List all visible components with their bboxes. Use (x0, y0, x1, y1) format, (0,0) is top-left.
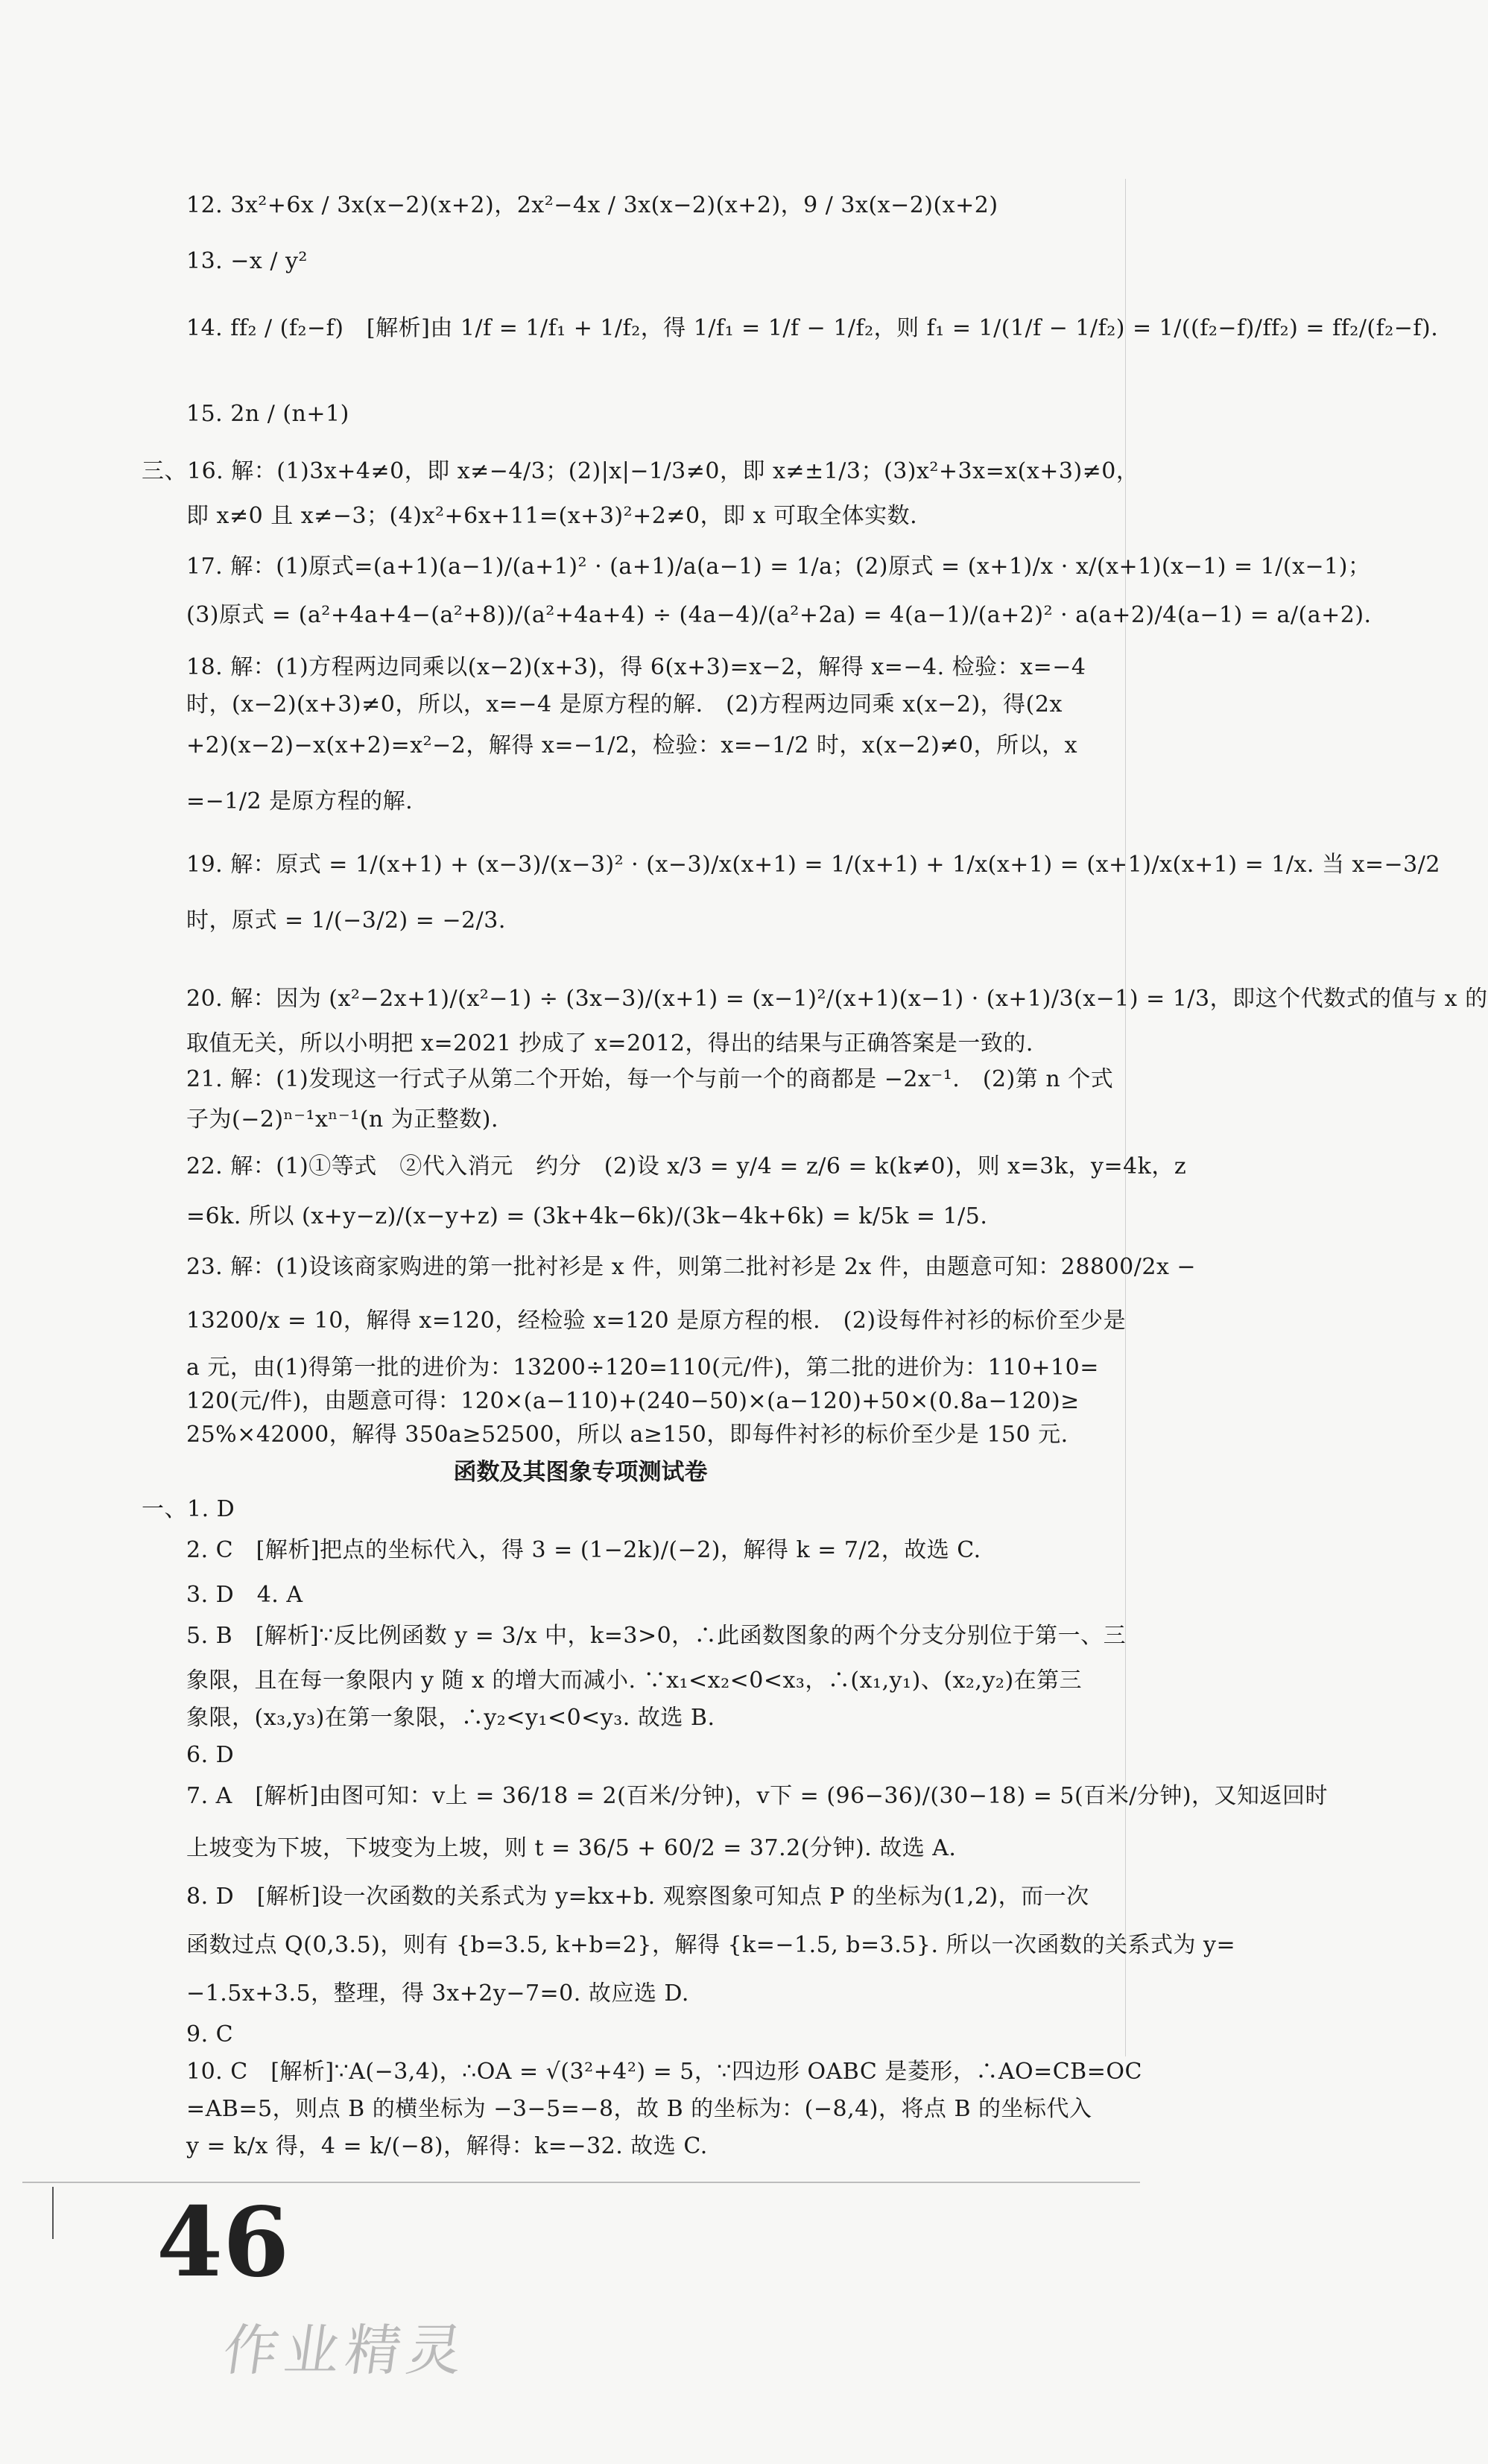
answer-21-line2: 子为(−2)ⁿ⁻¹xⁿ⁻¹(n 为正整数). (186, 1106, 499, 1133)
answer-23-line1: 23. 解：(1)设该商家购进的第一批衬衫是 x 件，则第二批衬衫是 2x 件，由题意可知：28800/2x − (186, 1254, 1197, 1280)
mc-answer-7-line2: 上坡变为下坡，下坡变为上坡，则 t = 36/5 + 60/2 = 37.2(分钟). 故选 A. (186, 1835, 957, 1861)
answer-21-line1: 21. 解：(1)发现这一行式子从第二个开始，每一个与前一个的商都是 −2x⁻¹. (2)第 n 个式 (186, 1066, 1114, 1092)
answer-12: 12. 3x²+6x / 3x(x−2)(x+2)，2x²−4x / 3x(x−2)(x+2)，9 / 3x(x−2)(x+2) (186, 192, 998, 218)
page-number: 46 (156, 2187, 290, 2299)
mc-answer-3-4: 3. D 4. A (186, 1582, 303, 1608)
mc-answer-8-line2: 函数过点 Q(0,3.5)，则有 {b=3.5, k+b=2}，解得 {k=−1.5, b=3.5}. 所以一次函数的关系式为 y= (186, 1932, 1236, 1958)
mc-answer-8-line1: 8. D [解析]设一次函数的关系式为 y=kx+b. 观察图象可知点 P 的坐标为(1,2)，而一次 (186, 1884, 1089, 1910)
answer-19-line2: 时，原式 = 1/(−3/2) = −2/3. (186, 908, 506, 934)
answer-16-line1: 三、16. 解：(1)3x+4≠0，即 x≠−4/3；(2)|x|−1/3≠0，即 x≠±1/3；(3)x²+3x=x(x+3)≠0， (142, 458, 1139, 484)
section-heading: 函数及其图象专项测试卷 (453, 1459, 708, 1486)
answer-14: 14. ff₂ / (f₂−f) [解析]由 1/f = 1/f₁ + 1/f₂，得 1/f₁ = 1/f − 1/f₂，则 f₁ = 1/(1/f − 1/f₂) = 1/((f₂−f)/ff₂) = ff₂/(f₂−f). (186, 315, 1439, 341)
mc-answer-10-line2: =AB=5，则点 B 的横坐标为 −3−5=−8，故 B 的坐标为：(−8,4)，将点 B 的坐标代入 (186, 2096, 1092, 2122)
answer-23-line2: 13200/x = 10，解得 x=120，经检验 x=120 是原方程的根. (2)设每件衬衫的标价至少是 (186, 1308, 1127, 1334)
answer-15: 15. 2n / (n+1) (186, 401, 349, 427)
mc-answer-5-line3: 象限，(x₃,y₃)在第一象限，∴y₂<y₁<0<y₃. 故选 B. (186, 1705, 715, 1731)
answer-13: 13. −x / y² (186, 248, 308, 274)
answer-23-line3: a 元，由(1)得第一批的进价为：13200÷120=110(元/件)，第二批的进价为：110+10= (186, 1355, 1099, 1381)
answer-18-line4: =−1/2 是原方程的解. (186, 788, 414, 814)
answer-23-line5: 25%×42000，解得 350a≥52500，所以 a≥150，即每件衬衫的标价至少是 150 元. (186, 1422, 1068, 1448)
answer-22-line2: =6k. 所以 (x+y−z)/(x−y+z) = (3k+4k−6k)/(3k−4k+6k) = k/5k = 1/5. (186, 1203, 988, 1229)
mc-answer-5-line2: 象限，且在每一象限内 y 随 x 的增大而减小. ∵x₁<x₂<0<x₃，∴(x₁,y₁)、(x₂,y₂)在第三 (186, 1668, 1083, 1694)
answer-17-line1: 17. 解：(1)原式=(a+1)(a−1)/(a+1)² · (a+1)/a(a−1) = 1/a；(2)原式 = (x+1)/x · x/(x+1)(x−1) = 1/(x−1)； (186, 554, 1371, 580)
answer-16-line2: 即 x≠0 且 x≠−3；(4)x²+6x+11=(x+3)²+2≠0，即 x 可取全体实数. (186, 503, 918, 529)
mc-answer-2: 2. C [解析]把点的坐标代入，得 3 = (1−2k)/(−2)，解得 k = 7/2，故选 C. (186, 1537, 981, 1563)
answer-20-line2: 取值无关，所以小明把 x=2021 抄成了 x=2012，得出的结果与正确答案是一致的. (186, 1030, 1033, 1057)
answer-18-line2: 时，(x−2)(x+3)≠0，所以，x=−4 是原方程的解. (2)方程两边同乘 x(x−2)，得(2x (186, 691, 1063, 718)
mc-answer-10-line3: y = k/x 得，4 = k/(−8)，解得：k=−32. 故选 C. (186, 2133, 708, 2159)
mc-answer-9: 9. C (186, 2021, 234, 2047)
mc-answer-8-line3: −1.5x+3.5，整理，得 3x+2y−7=0. 故应选 D. (186, 1980, 689, 2007)
margin-tick (52, 2187, 54, 2239)
mc-answer-6: 6. D (186, 1742, 235, 1768)
mc-answer-10-line1: 10. C [解析]∵A(−3,4)，∴OA = √(3²+4²) = 5，∵四边形 OABC 是菱形，∴AO=CB=OC (186, 2059, 1142, 2085)
answer-18-line3: +2)(x−2)−x(x+2)=x²−2，解得 x=−1/2，检验：x=−1/2 时，x(x−2)≠0，所以，x (186, 732, 1078, 758)
answer-19-line1: 19. 解：原式 = 1/(x+1) + (x−3)/(x−3)² · (x−3)/x(x+1) = 1/(x+1) + 1/x(x+1) = (x+1)/x(x+1) = 1/x. 当 x=−3/2 (186, 852, 1440, 878)
mc-answer-5-line1: 5. B [解析]∵反比例函数 y = 3/x 中，k=3>0，∴此函数图象的两个分支分别位于第一、三 (186, 1623, 1127, 1649)
footer-rule (22, 2182, 1140, 2183)
mc-answer-1: 一、1. D (142, 1496, 235, 1522)
answer-18-line1: 18. 解：(1)方程两边同乘以(x−2)(x+3)，得 6(x+3)=x−2，解得 x=−4. 检验：x=−4 (186, 654, 1086, 680)
answer-22-line1: 22. 解：(1)①等式 ②代入消元 约分 (2)设 x/3 = y/4 = z/6 = k(k≠0)，则 x=3k，y=4k，z (186, 1153, 1187, 1179)
mc-answer-7-line1: 7. A [解析]由图可知：v上 = 36/18 = 2(百米/分钟)，v下 = (96−36)/(30−18) = 5(百米/分钟)，又知返回时 (186, 1783, 1329, 1809)
answer-20-line1: 20. 解：因为 (x²−2x+1)/(x²−1) ÷ (3x−3)/(x+1) = (x−1)²/(x+1)(x−1) · (x+1)/3(x−1) = 1/3，即这个代数式的值与 x 的 (186, 986, 1488, 1012)
answer-23-line4: 120(元/件)，由题意可得：120×(a−110)+(240−50)×(a−120)+50×(0.8a−120)≥ (186, 1388, 1080, 1414)
brand-logo-text: 作业精灵 (218, 2319, 473, 2383)
answer-17-line2: (3)原式 = (a²+4a+4−(a²+8))/(a²+4a+4) ÷ (4a−4)/(a²+2a) = 4(a−1)/(a+2)² · a(a+2)/4(a−1) = a/(a+2). (186, 602, 1372, 628)
